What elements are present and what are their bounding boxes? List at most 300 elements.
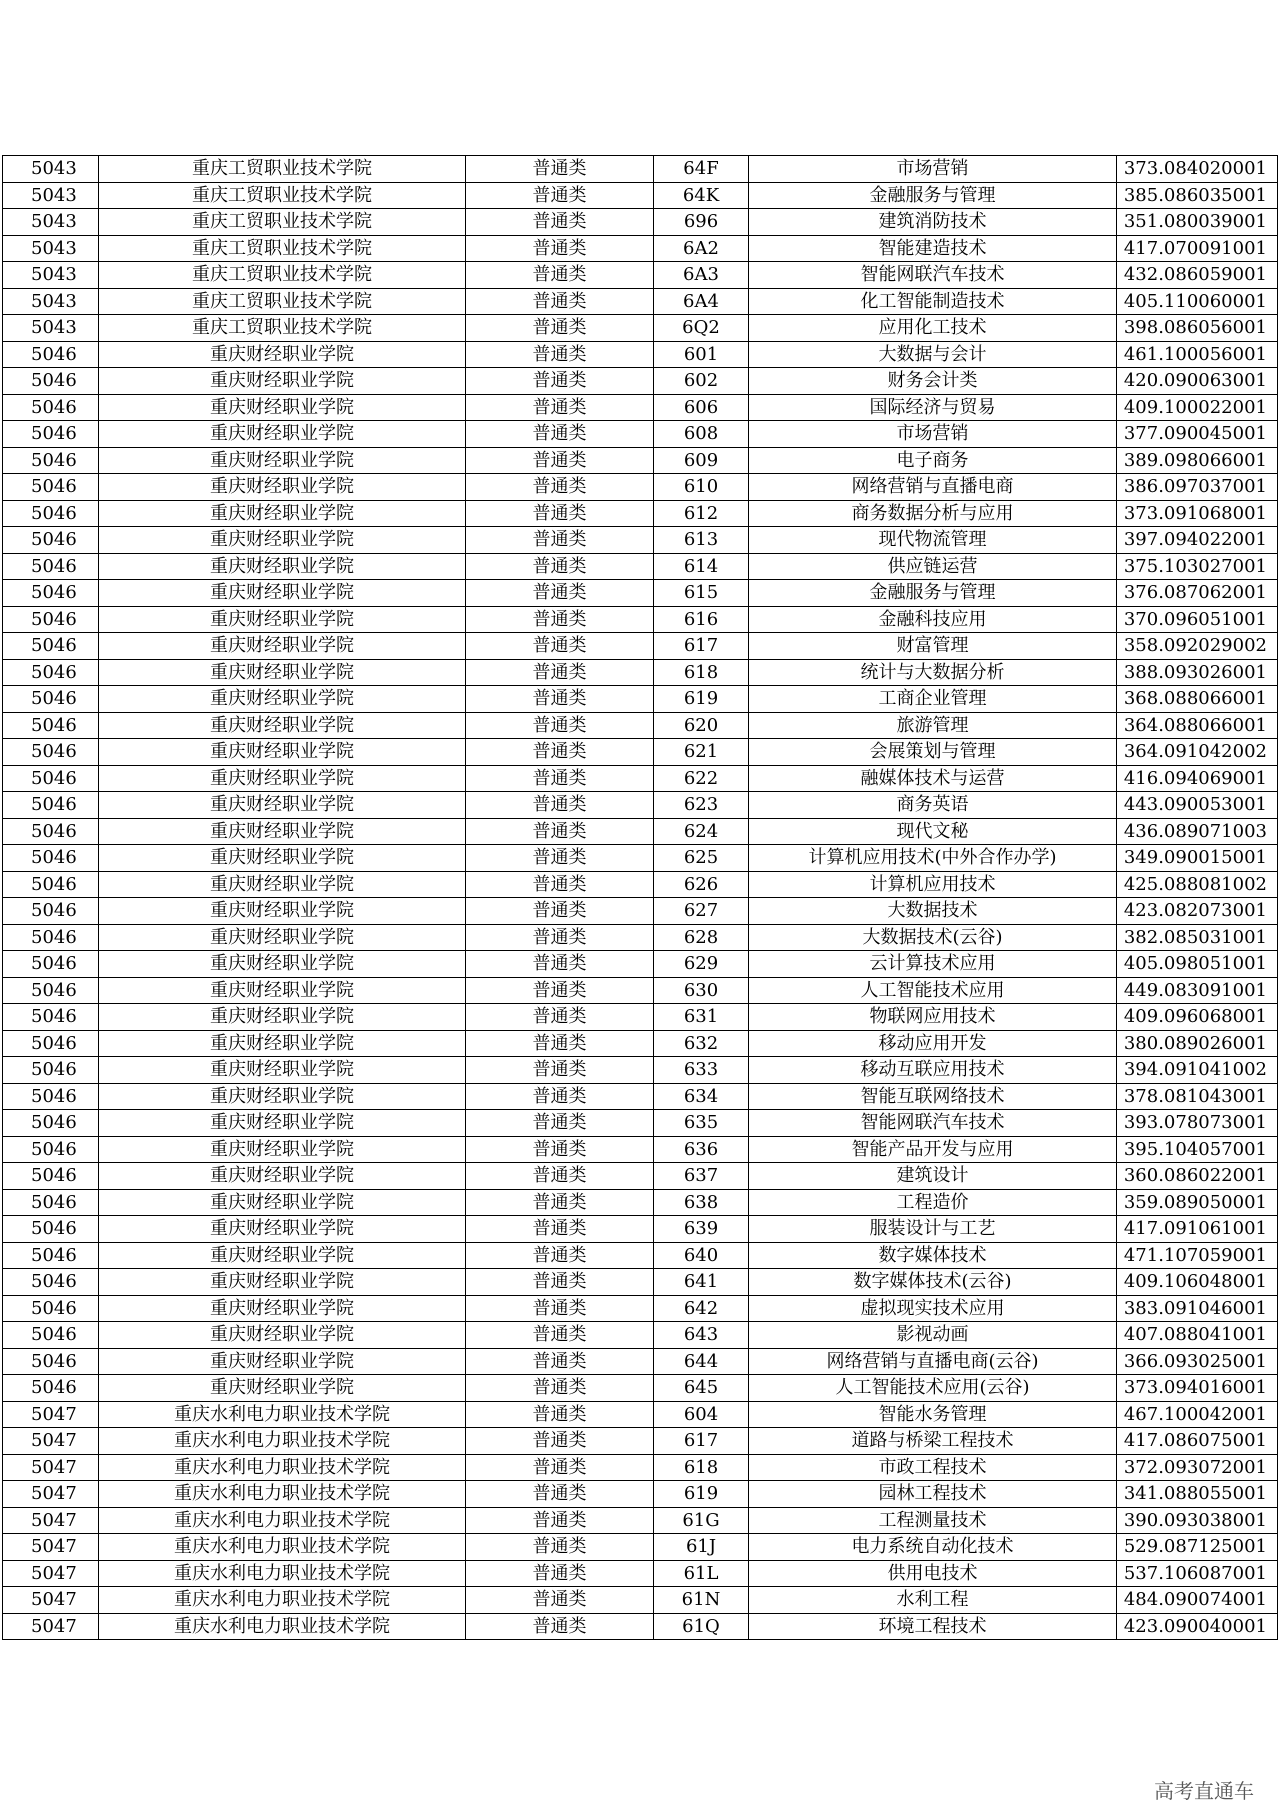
major-name-cell: 商务数据分析与应用 — [749, 500, 1117, 527]
score-cell: 373.084020001 — [1117, 156, 1278, 183]
school-code-cell: 5046 — [3, 712, 99, 739]
school-name-cell: 重庆水利电力职业技术学院 — [99, 1507, 466, 1534]
major-name-cell: 现代物流管理 — [749, 527, 1117, 554]
major-code-cell: 630 — [654, 977, 749, 1004]
table-row — [3, 1030, 1278, 1057]
major-code-cell: 61G — [654, 1507, 749, 1534]
school-name-cell: 重庆财经职业学院 — [99, 1057, 466, 1084]
major-name-cell: 融媒体技术与运营 — [749, 765, 1117, 792]
category-cell: 普通类 — [466, 500, 654, 527]
major-name-cell: 虚拟现实技术应用 — [749, 1295, 1117, 1322]
school-name-cell: 重庆财经职业学院 — [99, 765, 466, 792]
category-cell: 普通类 — [466, 818, 654, 845]
major-code-cell: 609 — [654, 447, 749, 474]
score-cell: 351.080039001 — [1117, 209, 1278, 236]
table-row — [3, 1110, 1278, 1137]
school-code-cell: 5046 — [3, 686, 99, 713]
school-code-cell: 5047 — [3, 1560, 99, 1587]
major-name-cell: 金融服务与管理 — [749, 580, 1117, 607]
school-name-cell: 重庆财经职业学院 — [99, 1375, 466, 1402]
school-code-cell: 5046 — [3, 739, 99, 766]
table-row — [3, 262, 1278, 289]
major-code-cell: 614 — [654, 553, 749, 580]
major-code-cell: 627 — [654, 898, 749, 925]
school-code-cell: 5046 — [3, 1375, 99, 1402]
major-name-cell: 供应链运营 — [749, 553, 1117, 580]
score-cell: 397.094022001 — [1117, 527, 1278, 554]
school-name-cell: 重庆财经职业学院 — [99, 845, 466, 872]
category-cell: 普通类 — [466, 421, 654, 448]
category-cell: 普通类 — [466, 792, 654, 819]
table-row — [3, 527, 1278, 554]
major-code-cell: 6A3 — [654, 262, 749, 289]
table-row — [3, 341, 1278, 368]
school-name-cell: 重庆财经职业学院 — [99, 580, 466, 607]
major-name-cell: 影视动画 — [749, 1322, 1117, 1349]
score-cell: 416.094069001 — [1117, 765, 1278, 792]
school-code-cell: 5046 — [3, 527, 99, 554]
school-code-cell: 5046 — [3, 447, 99, 474]
school-code-cell: 5043 — [3, 288, 99, 315]
school-name-cell: 重庆财经职业学院 — [99, 1163, 466, 1190]
school-code-cell: 5046 — [3, 1083, 99, 1110]
major-name-cell: 智能网联汽车技术 — [749, 1110, 1117, 1137]
major-code-cell: 61L — [654, 1560, 749, 1587]
school-code-cell: 5046 — [3, 1269, 99, 1296]
table-row — [3, 474, 1278, 501]
table-row — [3, 1322, 1278, 1349]
major-code-cell: 624 — [654, 818, 749, 845]
school-name-cell: 重庆财经职业学院 — [99, 1136, 466, 1163]
school-code-cell: 5046 — [3, 792, 99, 819]
score-cell: 359.089050001 — [1117, 1189, 1278, 1216]
table-row — [3, 1136, 1278, 1163]
major-name-cell: 移动互联应用技术 — [749, 1057, 1117, 1084]
major-code-cell: 640 — [654, 1242, 749, 1269]
school-code-cell: 5046 — [3, 421, 99, 448]
score-cell: 409.106048001 — [1117, 1269, 1278, 1296]
category-cell: 普通类 — [466, 977, 654, 1004]
major-code-cell: 617 — [654, 633, 749, 660]
table-row — [3, 712, 1278, 739]
table-body — [3, 156, 1278, 1640]
school-name-cell: 重庆财经职业学院 — [99, 1242, 466, 1269]
table-row — [3, 977, 1278, 1004]
major-code-cell: 644 — [654, 1348, 749, 1375]
category-cell: 普通类 — [466, 1004, 654, 1031]
category-cell: 普通类 — [466, 1216, 654, 1243]
category-cell: 普通类 — [466, 686, 654, 713]
table-row — [3, 924, 1278, 951]
table-row — [3, 421, 1278, 448]
major-code-cell: 617 — [654, 1428, 749, 1455]
major-name-cell: 统计与大数据分析 — [749, 659, 1117, 686]
school-code-cell: 5047 — [3, 1481, 99, 1508]
category-cell: 普通类 — [466, 1613, 654, 1640]
major-name-cell: 道路与桥梁工程技术 — [749, 1428, 1117, 1455]
school-name-cell: 重庆财经职业学院 — [99, 659, 466, 686]
major-code-cell: 612 — [654, 500, 749, 527]
major-name-cell: 电力系统自动化技术 — [749, 1534, 1117, 1561]
major-name-cell: 现代文秘 — [749, 818, 1117, 845]
school-code-cell: 5046 — [3, 553, 99, 580]
major-name-cell: 大数据与会计 — [749, 341, 1117, 368]
major-name-cell: 环境工程技术 — [749, 1613, 1117, 1640]
major-code-cell: 637 — [654, 1163, 749, 1190]
school-name-cell: 重庆财经职业学院 — [99, 898, 466, 925]
school-name-cell: 重庆财经职业学院 — [99, 977, 466, 1004]
major-code-cell: 625 — [654, 845, 749, 872]
watermark-text: 高考直通车 — [1154, 1779, 1254, 1803]
school-name-cell: 重庆财经职业学院 — [99, 924, 466, 951]
school-name-cell: 重庆财经职业学院 — [99, 527, 466, 554]
major-name-cell: 市场营销 — [749, 156, 1117, 183]
category-cell: 普通类 — [466, 1348, 654, 1375]
table-row — [3, 659, 1278, 686]
major-name-cell: 智能水务管理 — [749, 1401, 1117, 1428]
school-code-cell: 5043 — [3, 209, 99, 236]
category-cell: 普通类 — [466, 765, 654, 792]
category-cell: 普通类 — [466, 1189, 654, 1216]
major-name-cell: 数字媒体技术(云谷) — [749, 1269, 1117, 1296]
school-code-cell: 5046 — [3, 898, 99, 925]
major-name-cell: 智能互联网络技术 — [749, 1083, 1117, 1110]
category-cell: 普通类 — [466, 262, 654, 289]
score-cell: 382.085031001 — [1117, 924, 1278, 951]
major-name-cell: 工商企业管理 — [749, 686, 1117, 713]
category-cell: 普通类 — [466, 1163, 654, 1190]
table-row — [3, 1507, 1278, 1534]
school-code-cell: 5043 — [3, 262, 99, 289]
table-row — [3, 1401, 1278, 1428]
score-cell: 484.090074001 — [1117, 1587, 1278, 1614]
major-name-cell: 云计算技术应用 — [749, 951, 1117, 978]
major-name-cell: 供用电技术 — [749, 1560, 1117, 1587]
major-code-cell: 642 — [654, 1295, 749, 1322]
score-cell: 395.104057001 — [1117, 1136, 1278, 1163]
score-cell: 368.088066001 — [1117, 686, 1278, 713]
major-name-cell: 大数据技术 — [749, 898, 1117, 925]
score-cell: 370.096051001 — [1117, 606, 1278, 633]
school-code-cell: 5047 — [3, 1454, 99, 1481]
school-name-cell: 重庆财经职业学院 — [99, 1269, 466, 1296]
major-name-cell: 旅游管理 — [749, 712, 1117, 739]
school-name-cell: 重庆财经职业学院 — [99, 1004, 466, 1031]
major-code-cell: 636 — [654, 1136, 749, 1163]
school-code-cell: 5046 — [3, 633, 99, 660]
table-row — [3, 288, 1278, 315]
score-cell: 436.089071003 — [1117, 818, 1278, 845]
category-cell: 普通类 — [466, 712, 654, 739]
table-row — [3, 818, 1278, 845]
score-cell: 385.086035001 — [1117, 182, 1278, 209]
score-cell: 529.087125001 — [1117, 1534, 1278, 1561]
score-cell: 449.083091001 — [1117, 977, 1278, 1004]
school-name-cell: 重庆财经职业学院 — [99, 553, 466, 580]
score-cell: 471.107059001 — [1117, 1242, 1278, 1269]
school-name-cell: 重庆财经职业学院 — [99, 1295, 466, 1322]
school-name-cell: 重庆财经职业学院 — [99, 686, 466, 713]
category-cell: 普通类 — [466, 1269, 654, 1296]
category-cell: 普通类 — [466, 1560, 654, 1587]
category-cell: 普通类 — [466, 1295, 654, 1322]
major-code-cell: 628 — [654, 924, 749, 951]
school-name-cell: 重庆工贸职业技术学院 — [99, 156, 466, 183]
category-cell: 普通类 — [466, 1242, 654, 1269]
school-code-cell: 5046 — [3, 580, 99, 607]
category-cell: 普通类 — [466, 1136, 654, 1163]
score-cell: 364.091042002 — [1117, 739, 1278, 766]
school-code-cell: 5047 — [3, 1401, 99, 1428]
school-name-cell: 重庆财经职业学院 — [99, 1083, 466, 1110]
score-cell: 405.098051001 — [1117, 951, 1278, 978]
school-code-cell: 5046 — [3, 1030, 99, 1057]
major-name-cell: 国际经济与贸易 — [749, 394, 1117, 421]
score-cell: 423.082073001 — [1117, 898, 1278, 925]
school-code-cell: 5043 — [3, 235, 99, 262]
category-cell: 普通类 — [466, 341, 654, 368]
category-cell: 普通类 — [466, 739, 654, 766]
major-name-cell: 服装设计与工艺 — [749, 1216, 1117, 1243]
school-name-cell: 重庆财经职业学院 — [99, 739, 466, 766]
score-cell: 417.070091001 — [1117, 235, 1278, 262]
major-code-cell: 616 — [654, 606, 749, 633]
school-code-cell: 5047 — [3, 1613, 99, 1640]
category-cell: 普通类 — [466, 447, 654, 474]
school-code-cell: 5046 — [3, 1295, 99, 1322]
school-code-cell: 5046 — [3, 924, 99, 951]
school-code-cell: 5046 — [3, 951, 99, 978]
school-code-cell: 5046 — [3, 1242, 99, 1269]
major-name-cell: 工程造价 — [749, 1189, 1117, 1216]
table-row — [3, 394, 1278, 421]
category-cell: 普通类 — [466, 633, 654, 660]
major-name-cell: 化工智能制造技术 — [749, 288, 1117, 315]
score-cell: 409.096068001 — [1117, 1004, 1278, 1031]
major-code-cell: 604 — [654, 1401, 749, 1428]
school-name-cell: 重庆财经职业学院 — [99, 818, 466, 845]
score-cell: 432.086059001 — [1117, 262, 1278, 289]
table-row — [3, 156, 1278, 183]
table-row — [3, 1560, 1278, 1587]
table-row — [3, 1481, 1278, 1508]
school-name-cell: 重庆工贸职业技术学院 — [99, 209, 466, 236]
category-cell: 普通类 — [466, 368, 654, 395]
major-name-cell: 财务会计类 — [749, 368, 1117, 395]
score-cell: 537.106087001 — [1117, 1560, 1278, 1587]
school-code-cell: 5046 — [3, 394, 99, 421]
school-name-cell: 重庆水利电力职业技术学院 — [99, 1428, 466, 1455]
table-row — [3, 1295, 1278, 1322]
school-name-cell: 重庆财经职业学院 — [99, 606, 466, 633]
major-name-cell: 市政工程技术 — [749, 1454, 1117, 1481]
major-name-cell: 智能网联汽车技术 — [749, 262, 1117, 289]
category-cell: 普通类 — [466, 1375, 654, 1402]
major-name-cell: 电子商务 — [749, 447, 1117, 474]
table-row — [3, 500, 1278, 527]
table-row — [3, 1242, 1278, 1269]
school-name-cell: 重庆工贸职业技术学院 — [99, 235, 466, 262]
category-cell: 普通类 — [466, 1083, 654, 1110]
score-cell: 417.091061001 — [1117, 1216, 1278, 1243]
table-row — [3, 1057, 1278, 1084]
category-cell: 普通类 — [466, 606, 654, 633]
score-cell: 461.100056001 — [1117, 341, 1278, 368]
major-code-cell: 615 — [654, 580, 749, 607]
school-name-cell: 重庆财经职业学院 — [99, 1030, 466, 1057]
table-row — [3, 871, 1278, 898]
category-cell: 普通类 — [466, 871, 654, 898]
category-cell: 普通类 — [466, 1322, 654, 1349]
school-name-cell: 重庆财经职业学院 — [99, 500, 466, 527]
table-row — [3, 182, 1278, 209]
category-cell: 普通类 — [466, 235, 654, 262]
table-row — [3, 1216, 1278, 1243]
category-cell: 普通类 — [466, 209, 654, 236]
school-name-cell: 重庆工贸职业技术学院 — [99, 288, 466, 315]
major-name-cell: 数字媒体技术 — [749, 1242, 1117, 1269]
category-cell: 普通类 — [466, 394, 654, 421]
school-code-cell: 5043 — [3, 182, 99, 209]
major-name-cell: 财富管理 — [749, 633, 1117, 660]
score-cell: 389.098066001 — [1117, 447, 1278, 474]
school-code-cell: 5047 — [3, 1534, 99, 1561]
school-code-cell: 5046 — [3, 818, 99, 845]
school-name-cell: 重庆财经职业学院 — [99, 1216, 466, 1243]
score-cell: 349.090015001 — [1117, 845, 1278, 872]
school-code-cell: 5046 — [3, 845, 99, 872]
school-code-cell: 5047 — [3, 1428, 99, 1455]
category-cell: 普通类 — [466, 1401, 654, 1428]
category-cell: 普通类 — [466, 580, 654, 607]
table-row — [3, 368, 1278, 395]
major-code-cell: 632 — [654, 1030, 749, 1057]
category-cell: 普通类 — [466, 553, 654, 580]
table-row — [3, 553, 1278, 580]
major-name-cell: 园林工程技术 — [749, 1481, 1117, 1508]
score-cell: 423.090040001 — [1117, 1613, 1278, 1640]
school-name-cell: 重庆财经职业学院 — [99, 1189, 466, 1216]
table-row — [3, 1163, 1278, 1190]
major-code-cell: 639 — [654, 1216, 749, 1243]
school-name-cell: 重庆水利电力职业技术学院 — [99, 1560, 466, 1587]
major-code-cell: 645 — [654, 1375, 749, 1402]
major-code-cell: 621 — [654, 739, 749, 766]
major-code-cell: 638 — [654, 1189, 749, 1216]
major-code-cell: 631 — [654, 1004, 749, 1031]
major-name-cell: 金融服务与管理 — [749, 182, 1117, 209]
score-cell: 358.092029002 — [1117, 633, 1278, 660]
major-name-cell: 建筑消防技术 — [749, 209, 1117, 236]
table-row — [3, 1004, 1278, 1031]
score-cell: 376.087062001 — [1117, 580, 1278, 607]
category-cell: 普通类 — [466, 659, 654, 686]
table-row — [3, 792, 1278, 819]
category-cell: 普通类 — [466, 1030, 654, 1057]
major-code-cell: 61J — [654, 1534, 749, 1561]
school-code-cell: 5046 — [3, 1216, 99, 1243]
major-name-cell: 人工智能技术应用 — [749, 977, 1117, 1004]
major-name-cell: 金融科技应用 — [749, 606, 1117, 633]
table-row — [3, 765, 1278, 792]
score-cell: 377.090045001 — [1117, 421, 1278, 448]
major-name-cell: 商务英语 — [749, 792, 1117, 819]
major-code-cell: 61Q — [654, 1613, 749, 1640]
school-code-cell: 5043 — [3, 315, 99, 342]
score-cell: 409.100022001 — [1117, 394, 1278, 421]
table-row — [3, 686, 1278, 713]
major-name-cell: 人工智能技术应用(云谷) — [749, 1375, 1117, 1402]
score-cell: 373.094016001 — [1117, 1375, 1278, 1402]
score-cell: 380.089026001 — [1117, 1030, 1278, 1057]
table-row — [3, 235, 1278, 262]
major-code-cell: 6A2 — [654, 235, 749, 262]
school-name-cell: 重庆财经职业学院 — [99, 341, 466, 368]
table-row — [3, 447, 1278, 474]
major-code-cell: 64K — [654, 182, 749, 209]
school-name-cell: 重庆工贸职业技术学院 — [99, 315, 466, 342]
score-cell: 390.093038001 — [1117, 1507, 1278, 1534]
major-name-cell: 智能产品开发与应用 — [749, 1136, 1117, 1163]
major-code-cell: 623 — [654, 792, 749, 819]
major-code-cell: 6A4 — [654, 288, 749, 315]
table-row — [3, 315, 1278, 342]
school-name-cell: 重庆财经职业学院 — [99, 951, 466, 978]
school-name-cell: 重庆水利电力职业技术学院 — [99, 1587, 466, 1614]
school-code-cell: 5046 — [3, 1348, 99, 1375]
major-name-cell: 建筑设计 — [749, 1163, 1117, 1190]
school-name-cell: 重庆工贸职业技术学院 — [99, 262, 466, 289]
school-name-cell: 重庆水利电力职业技术学院 — [99, 1454, 466, 1481]
major-code-cell: 618 — [654, 659, 749, 686]
score-cell: 372.093072001 — [1117, 1454, 1278, 1481]
major-code-cell: 64F — [654, 156, 749, 183]
major-code-cell: 601 — [654, 341, 749, 368]
category-cell: 普通类 — [466, 527, 654, 554]
major-code-cell: 613 — [654, 527, 749, 554]
school-name-cell: 重庆工贸职业技术学院 — [99, 182, 466, 209]
table-row — [3, 1348, 1278, 1375]
major-code-cell: 635 — [654, 1110, 749, 1137]
major-code-cell: 606 — [654, 394, 749, 421]
school-name-cell: 重庆财经职业学院 — [99, 1110, 466, 1137]
table-row — [3, 1083, 1278, 1110]
score-cell: 388.093026001 — [1117, 659, 1278, 686]
school-code-cell: 5046 — [3, 474, 99, 501]
score-cell: 417.086075001 — [1117, 1428, 1278, 1455]
category-cell: 普通类 — [466, 1110, 654, 1137]
school-name-cell: 重庆财经职业学院 — [99, 394, 466, 421]
school-name-cell: 重庆水利电力职业技术学院 — [99, 1401, 466, 1428]
school-name-cell: 重庆财经职业学院 — [99, 712, 466, 739]
score-cell: 360.086022001 — [1117, 1163, 1278, 1190]
major-name-cell: 水利工程 — [749, 1587, 1117, 1614]
major-code-cell: 602 — [654, 368, 749, 395]
category-cell: 普通类 — [466, 1481, 654, 1508]
table-row — [3, 1587, 1278, 1614]
major-name-cell: 应用化工技术 — [749, 315, 1117, 342]
school-name-cell: 重庆财经职业学院 — [99, 368, 466, 395]
table-row — [3, 1428, 1278, 1455]
admission-score-table-page — [0, 155, 1280, 1640]
major-name-cell: 网络营销与直播电商 — [749, 474, 1117, 501]
table-row — [3, 898, 1278, 925]
major-name-cell: 大数据技术(云谷) — [749, 924, 1117, 951]
school-name-cell: 重庆水利电力职业技术学院 — [99, 1534, 466, 1561]
score-cell: 386.097037001 — [1117, 474, 1278, 501]
category-cell: 普通类 — [466, 924, 654, 951]
score-cell: 407.088041001 — [1117, 1322, 1278, 1349]
